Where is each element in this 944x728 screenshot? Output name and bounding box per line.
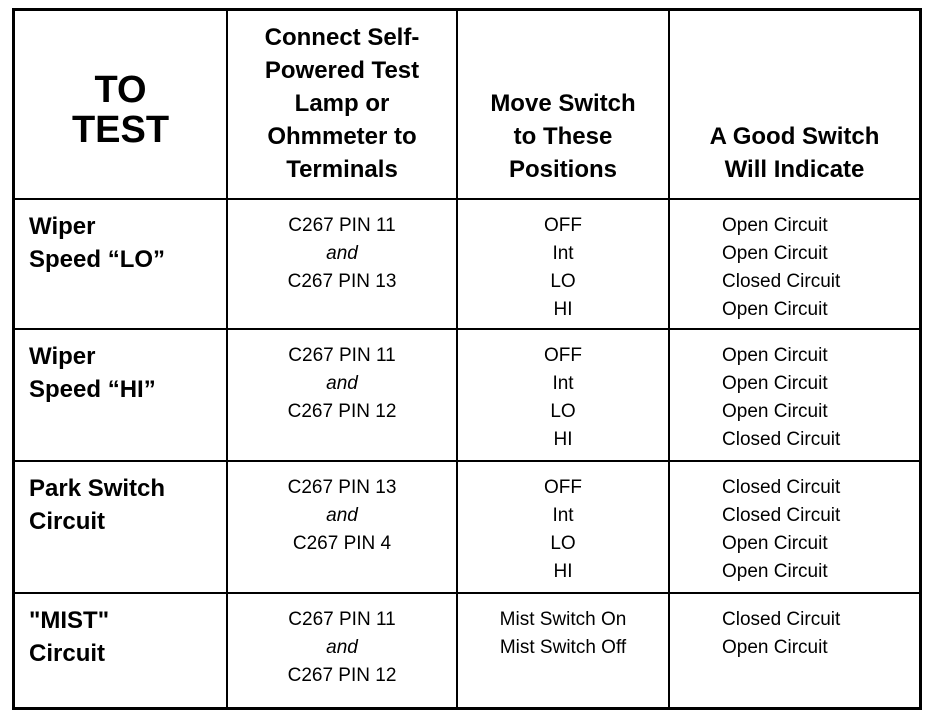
terminals-cell [227,329,457,461]
test-name-line: Wiper [29,213,96,240]
terminal-pin: C267 PIN 11 [288,345,396,366]
test-name-line: Park Switch [29,475,166,502]
terminal-pin: C267 PIN 4 [292,533,392,554]
circuit-indication: Closed Circuit [722,609,841,630]
circuit-indication: Open Circuit [722,561,828,582]
switch-position: HI [553,299,573,320]
switch-position: LO [550,271,576,292]
header-line: Move Switch [490,90,636,117]
switch-position: HI [553,429,573,450]
indications-cell [669,461,919,593]
test-name-cell [15,593,227,707]
header-line: Powered Test [264,57,420,84]
circuit-indication: Open Circuit [722,533,828,554]
circuit-indication: Open Circuit [722,373,828,394]
test-name-line: Wiper [29,343,96,370]
switch-position: Int [552,505,574,526]
switch-position: Mist Switch On [499,609,627,630]
circuit-indication: Open Circuit [722,345,828,366]
terminal-pin: C267 PIN 11 [288,215,396,236]
circuit-indication: Closed Circuit [722,477,841,498]
circuit-indication: Open Circuit [722,243,828,264]
terminals-cell [227,199,457,329]
header-line: Lamp or [294,90,390,117]
positions-cell [457,593,669,707]
circuit-indication: Closed Circuit [722,429,841,450]
test-name-cell [15,329,227,461]
circuit-indication: Open Circuit [722,299,828,320]
terminals-cell [227,593,457,707]
switch-position: OFF [544,477,582,498]
header-connect-terminals [227,11,457,199]
terminal-pin: C267 PIN 13 [287,477,397,498]
switch-position: Int [552,373,574,394]
positions-cell [457,329,669,461]
test-name-line: Circuit [29,508,106,535]
switch-test-table-frame [12,8,922,710]
header-line: Positions [508,156,617,183]
header-line: Will Indicate [724,156,865,183]
circuit-indication: Open Circuit [722,401,828,422]
circuit-indication: Closed Circuit [722,505,841,526]
table-row [15,199,919,329]
test-name-line: Speed “LO” [29,246,166,273]
header-move-switch [457,11,669,199]
header-line: Ohmmeter to [267,123,417,150]
header-line: to These [513,123,613,150]
terminals-cell [227,461,457,593]
circuit-indication: Closed Circuit [722,271,841,292]
table-row [15,461,919,593]
test-name-line: Speed “HI” [29,376,156,403]
switch-position: OFF [544,215,582,236]
terminal-pin: C267 PIN 12 [287,665,397,686]
circuit-indication: Open Circuit [722,637,828,658]
terminal-and: and [326,243,358,264]
switch-position: Mist Switch Off [499,637,627,658]
header-line: TEST [71,108,170,151]
positions-cell [457,461,669,593]
circuit-indication: Open Circuit [722,215,828,236]
header-line: A Good Switch [709,123,880,150]
switch-position: LO [550,401,576,422]
indications-cell [669,329,919,461]
terminal-and: and [326,373,358,394]
terminal-and: and [326,505,358,526]
terminal-and: and [326,637,358,658]
switch-position: Int [552,243,574,264]
header-row [15,11,919,199]
indications-cell [669,199,919,329]
table-row [15,593,919,707]
switch-test-table [15,11,919,707]
header-to-test [15,11,227,199]
header-line: Terminals [286,156,398,183]
test-name-cell [15,461,227,593]
positions-cell [457,199,669,329]
header-line: TO [94,68,147,111]
indications-cell [669,593,919,707]
table-row [15,329,919,461]
terminal-pin: C267 PIN 13 [287,271,397,292]
test-name-line: "MIST" [29,607,110,634]
test-name-line: Circuit [29,640,106,667]
terminal-pin: C267 PIN 11 [288,609,396,630]
switch-position: HI [553,561,573,582]
header-good-switch [669,11,919,199]
switch-position: LO [550,533,576,554]
header-line: Connect Self- [264,24,420,51]
test-name-cell [15,199,227,329]
switch-position: OFF [544,345,582,366]
terminal-pin: C267 PIN 12 [287,401,397,422]
